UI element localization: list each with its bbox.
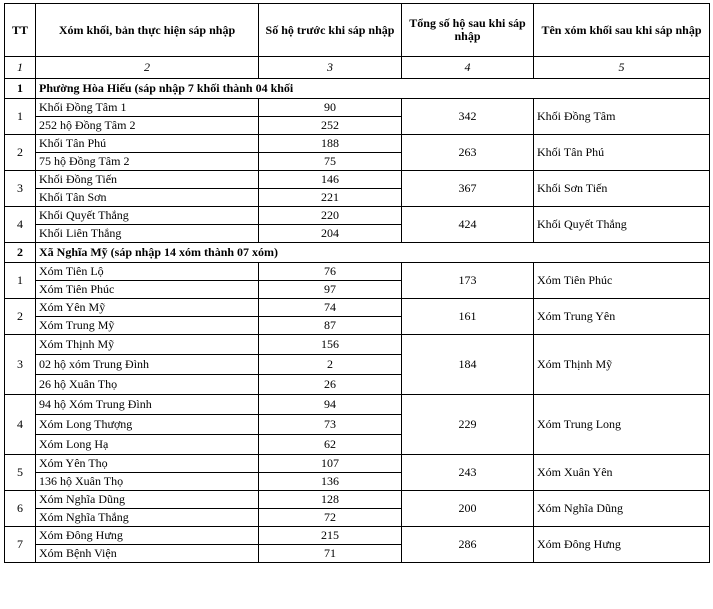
households-before: 62	[259, 435, 402, 455]
old-village-name: Khối Tân Phú	[36, 135, 259, 153]
old-village-name: 75 hộ Đồng Tâm 2	[36, 153, 259, 171]
old-village-name: Xóm Đông Hưng	[36, 527, 259, 545]
column-index: 4	[402, 57, 534, 79]
section-row	[5, 243, 710, 263]
households-after: 263	[402, 135, 534, 171]
group-number: 2	[5, 135, 36, 171]
old-village-name: 94 hộ Xóm Trung Đình	[36, 395, 259, 415]
group-number: 6	[5, 491, 36, 527]
new-village-name: Xóm Đông Hưng	[534, 527, 710, 563]
header-villages: Xóm khối, bản thực hiện sáp nhập	[36, 4, 259, 57]
new-village-name: Xóm Tiên Phúc	[534, 263, 710, 299]
header-row	[5, 4, 710, 57]
new-village-name: Khối Tân Phú	[534, 135, 710, 171]
merge-table-container	[4, 3, 709, 563]
table-row	[5, 395, 710, 415]
households-before: 128	[259, 491, 402, 509]
column-index: 1	[5, 57, 36, 79]
old-village-name: 252 hộ Đồng Tâm 2	[36, 117, 259, 135]
group-number: 7	[5, 527, 36, 563]
new-village-name: Xóm Trung Long	[534, 395, 710, 455]
households-after: 229	[402, 395, 534, 455]
column-index: 2	[36, 57, 259, 79]
households-before: 75	[259, 153, 402, 171]
old-village-name: Xóm Yên Thọ	[36, 455, 259, 473]
old-village-name: Khối Liên Thắng	[36, 225, 259, 243]
households-before: 73	[259, 415, 402, 435]
table-row	[5, 299, 710, 317]
table-row	[5, 135, 710, 153]
households-before: 71	[259, 545, 402, 563]
households-after: 161	[402, 299, 534, 335]
section-number: 1	[5, 79, 36, 99]
households-before: 97	[259, 281, 402, 299]
old-village-name: Xóm Long Thượng	[36, 415, 259, 435]
new-village-name: Xóm Nghĩa Dũng	[534, 491, 710, 527]
table-row	[5, 207, 710, 225]
group-number: 1	[5, 263, 36, 299]
table-row	[5, 171, 710, 189]
households-before: 74	[259, 299, 402, 317]
old-village-name: Khối Tân Sơn	[36, 189, 259, 207]
households-before: 87	[259, 317, 402, 335]
households-after: 184	[402, 335, 534, 395]
households-before: 72	[259, 509, 402, 527]
group-number: 2	[5, 299, 36, 335]
header-new-name: Tên xóm khối sau khi sáp nhập	[534, 4, 710, 57]
old-village-name: Xóm Long Hạ	[36, 435, 259, 455]
header-households-before: Số hộ trước khi sáp nhập	[259, 4, 402, 57]
new-village-name: Xóm Trung Yên	[534, 299, 710, 335]
new-village-name: Xóm Xuân Yên	[534, 455, 710, 491]
households-before: 2	[259, 355, 402, 375]
households-before: 215	[259, 527, 402, 545]
table-row	[5, 335, 710, 355]
households-before: 94	[259, 395, 402, 415]
households-before: 204	[259, 225, 402, 243]
old-village-name: Xóm Tiên Lộ	[36, 263, 259, 281]
header-households-after: Tổng số hộ sau khi sáp nhập	[402, 4, 534, 57]
old-village-name: Xóm Nghĩa Thắng	[36, 509, 259, 527]
households-before: 221	[259, 189, 402, 207]
old-village-name: Khối Đồng Tâm 1	[36, 99, 259, 117]
table-row	[5, 99, 710, 117]
old-village-name: 136 hộ Xuân Thọ	[36, 473, 259, 491]
old-village-name: Xóm Bệnh Viện	[36, 545, 259, 563]
households-before: 156	[259, 335, 402, 355]
households-after: 243	[402, 455, 534, 491]
table-row	[5, 491, 710, 509]
table-row	[5, 527, 710, 545]
column-index-row	[5, 57, 710, 79]
households-after: 342	[402, 99, 534, 135]
section-row	[5, 79, 710, 99]
header-tt: TT	[5, 4, 36, 57]
households-after: 286	[402, 527, 534, 563]
households-before: 220	[259, 207, 402, 225]
households-before: 90	[259, 99, 402, 117]
old-village-name: Xóm Yên Mỹ	[36, 299, 259, 317]
new-village-name: Khối Sơn Tiến	[534, 171, 710, 207]
table-body	[5, 57, 710, 563]
section-number: 2	[5, 243, 36, 263]
village-merge-table	[4, 3, 710, 563]
column-index: 5	[534, 57, 710, 79]
old-village-name: Xóm Nghĩa Dũng	[36, 491, 259, 509]
table-row	[5, 455, 710, 473]
column-index: 3	[259, 57, 402, 79]
group-number: 3	[5, 171, 36, 207]
households-after: 173	[402, 263, 534, 299]
old-village-name: Khối Quyết Thắng	[36, 207, 259, 225]
households-after: 367	[402, 171, 534, 207]
households-before: 252	[259, 117, 402, 135]
group-number: 5	[5, 455, 36, 491]
section-title: Xã Nghĩa Mỹ (sáp nhập 14 xóm thành 07 xóm)	[36, 243, 710, 263]
old-village-name: Xóm Thịnh Mỹ	[36, 335, 259, 355]
old-village-name: Khối Đồng Tiến	[36, 171, 259, 189]
households-before: 146	[259, 171, 402, 189]
old-village-name: Xóm Trung Mỹ	[36, 317, 259, 335]
households-before: 76	[259, 263, 402, 281]
group-number: 3	[5, 335, 36, 395]
new-village-name: Khối Đồng Tâm	[534, 99, 710, 135]
households-after: 200	[402, 491, 534, 527]
new-village-name: Khối Quyết Thắng	[534, 207, 710, 243]
households-before: 188	[259, 135, 402, 153]
new-village-name: Xóm Thịnh Mỹ	[534, 335, 710, 395]
old-village-name: 26 hộ Xuân Thọ	[36, 375, 259, 395]
old-village-name: Xóm Tiên Phúc	[36, 281, 259, 299]
group-number: 4	[5, 395, 36, 455]
households-after: 424	[402, 207, 534, 243]
households-before: 26	[259, 375, 402, 395]
old-village-name: 02 hộ xóm Trung Đình	[36, 355, 259, 375]
households-before: 136	[259, 473, 402, 491]
table-row	[5, 263, 710, 281]
group-number: 1	[5, 99, 36, 135]
group-number: 4	[5, 207, 36, 243]
section-title: Phường Hòa Hiếu (sáp nhập 7 khối thành 04 khối	[36, 79, 710, 99]
households-before: 107	[259, 455, 402, 473]
